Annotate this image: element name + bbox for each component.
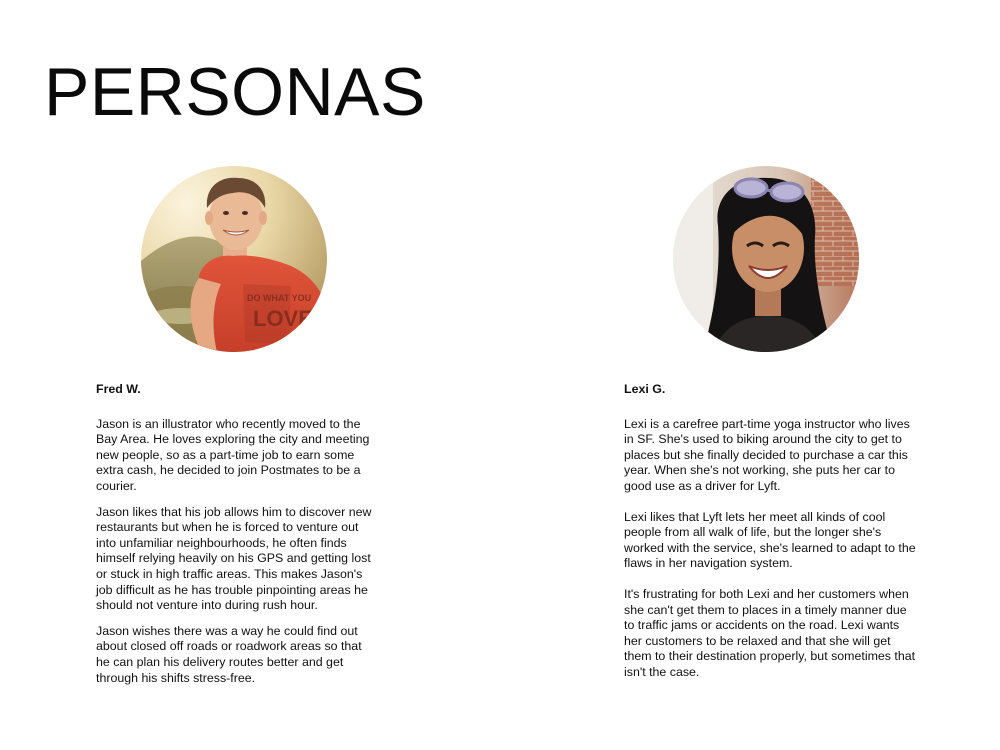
- persona-paragraph: Lexi likes that Lyft lets her meet all kinds of cool people from all walk of life, but the longer she's worked with the service, she's learned to adapt to the flaws in her navigation system.: [624, 509, 916, 571]
- persona-paragraph: Jason likes that his job allows him to discover new restaurants but when he is forced to venture out into unfamiliar neighbourhoods, he often finds himself relying heavily on his GPS and getting lost or stuck in high traffic areas. This makes Jason's job difficult as he has trouble pinpointing areas he should not venture into during rush hour.: [96, 504, 372, 613]
- fred-photo-illustration: [141, 166, 327, 352]
- svg-text:DO WHAT YOU: DO WHAT YOU: [247, 293, 312, 303]
- persona-name: Fred W.: [96, 382, 141, 396]
- persona-paragraph: It's frustrating for both Lexi and her customers when she can't get them to places in a timely manner due to traffic jams or accidents on the road. Lexi wants her customers to be relaxed and that she will get them to their destination properly, but sometimes that isn't the case.: [624, 586, 916, 679]
- page-title: PERSONAS: [44, 54, 426, 130]
- lexi-avatar: [673, 166, 859, 352]
- svg-text:LOVE: LOVE: [253, 306, 313, 331]
- persona-paragraph: Jason wishes there was a way he could find out about closed off roads or roadwork areas so that he can plan his delivery routes better and get through his shifts stress-free.: [96, 623, 362, 685]
- persona-lexi: [624, 382, 916, 696]
- persona-paragraph: Lexi is a carefree part-time yoga instructor who lives in SF. She's used to biking around the city to get to places but she finally decided to purchase a car this year. When she's not working, she puts her car to good use as a driver for Lyft.: [624, 416, 910, 493]
- fred-avatar: [141, 166, 327, 352]
- persona-paragraph: Jason is an illustrator who recently moved to the Bay Area. He loves exploring the city and meeting new people, so as a part-time job to earn some extra cash, he decided to join Postmates to be a courier.: [96, 416, 370, 493]
- persona-name: Lexi G.: [624, 382, 666, 396]
- persona-fred: [96, 382, 378, 696]
- lexi-photo-illustration: [673, 166, 859, 352]
